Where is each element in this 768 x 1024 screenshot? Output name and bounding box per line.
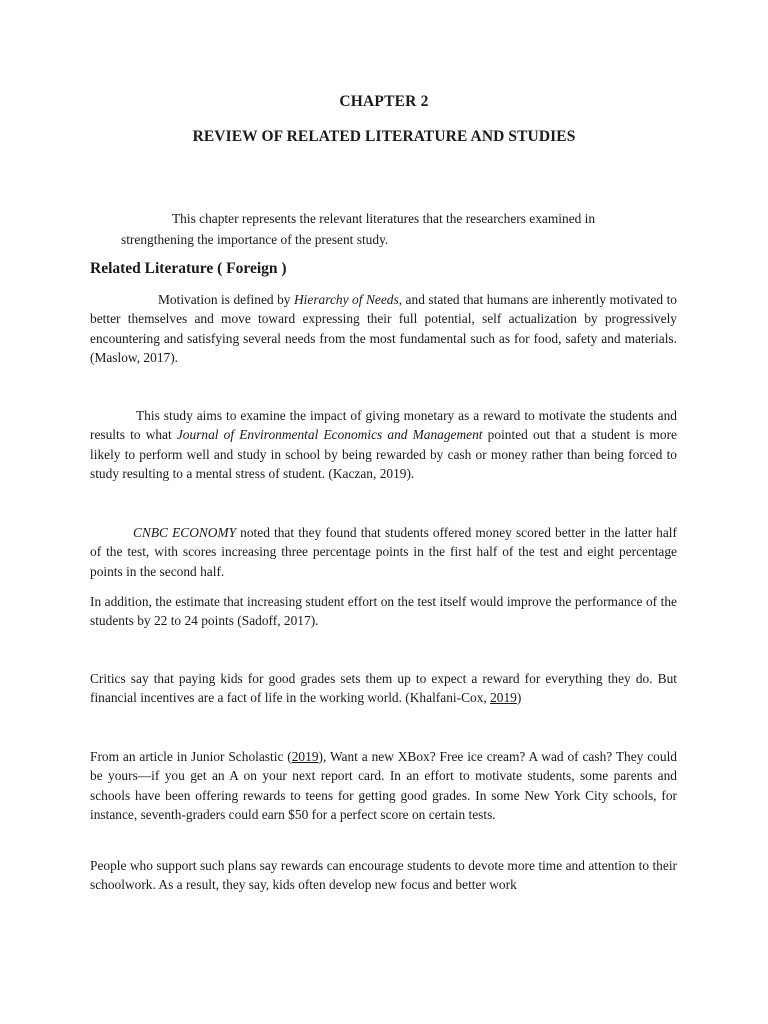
- section-heading: Related Literature ( Foreign ): [90, 260, 287, 277]
- paragraph-text: Critics say that paying kids for good grades sets them up to expect a reward for everything they do. But financial incentives are a fact of life in the working world. (Khalfani-Cox,: [90, 671, 677, 706]
- paragraph-maslow: [90, 290, 677, 367]
- paragraph-supporters: People who support such plans say rewards can encourage students to devote more time and attention to their schoolwork. As a result, they say, kids often develop new focus and better work: [90, 858, 677, 893]
- citation-link[interactable]: 2019: [490, 690, 517, 706]
- paragraph-cnbc: [90, 523, 677, 581]
- intro-paragraph: This chapter represents the relevant literatures that the researchers examined in strengthening the importance of the present study.: [121, 211, 596, 247]
- italic-title: CNBC ECONOMY: [133, 525, 237, 540]
- paragraph-junior-scholastic: [90, 747, 677, 824]
- chapter-number: CHAPTER 2: [339, 93, 429, 110]
- paragraph-text: ): [516, 690, 522, 706]
- paragraph-text: Motivation is defined by: [158, 292, 295, 307]
- paragraph-text: From an article in Junior Scholastic (: [90, 749, 292, 764]
- paragraph-text: noted that they found that students offered money scored better in the latter half of the test, with scores increasing three percentage points in the first half of the test and eight percentage points in the second half.: [90, 525, 677, 579]
- paragraph-text: pointed out that a student is more likely to perform well and study in school by being rewarded by cash or money rather than being forced to study resulting to a mental stress of student. (Kaczan, 2019).: [90, 427, 678, 481]
- italic-title: Journal of Environmental Economics and Management: [176, 427, 483, 443]
- paragraph-kaczan: [90, 406, 677, 483]
- paragraph-text: , and stated that humans are inherently motivated to better themselves and move toward expressing their full potential, self actualization by progressively encountering and satisfying several needs from the most fundamental such as for food, safety and materials. (Maslow, 2017).: [90, 292, 677, 365]
- citation-link[interactable]: 2019: [291, 749, 319, 764]
- paragraph-khalfani-cox: [90, 669, 677, 708]
- chapter-title: REVIEW OF RELATED LITERATURE AND STUDIES: [192, 128, 576, 145]
- italic-title: Hierarchy of Needs: [294, 292, 399, 307]
- paragraph-sadoff: In addition, the estimate that increasing student effort on the test itself would improve the performance of the students by 22 to 24 points (Sadoff, 2017).: [90, 594, 677, 629]
- paragraph-text: This study aims to examine the impact of giving monetary as a reward to motivate the students and results to what: [90, 408, 677, 443]
- paragraph-text: ), Want a new XBox? Free ice cream? A wad of cash? They could be yours—if you get an A on your next report card. In an effort to motivate students, some parents and schools have been offering rewards to teens for getting good grades. In some New York City schools, for instance, seventh-graders could earn $50 for a perfect score on certain tests.: [90, 749, 677, 822]
